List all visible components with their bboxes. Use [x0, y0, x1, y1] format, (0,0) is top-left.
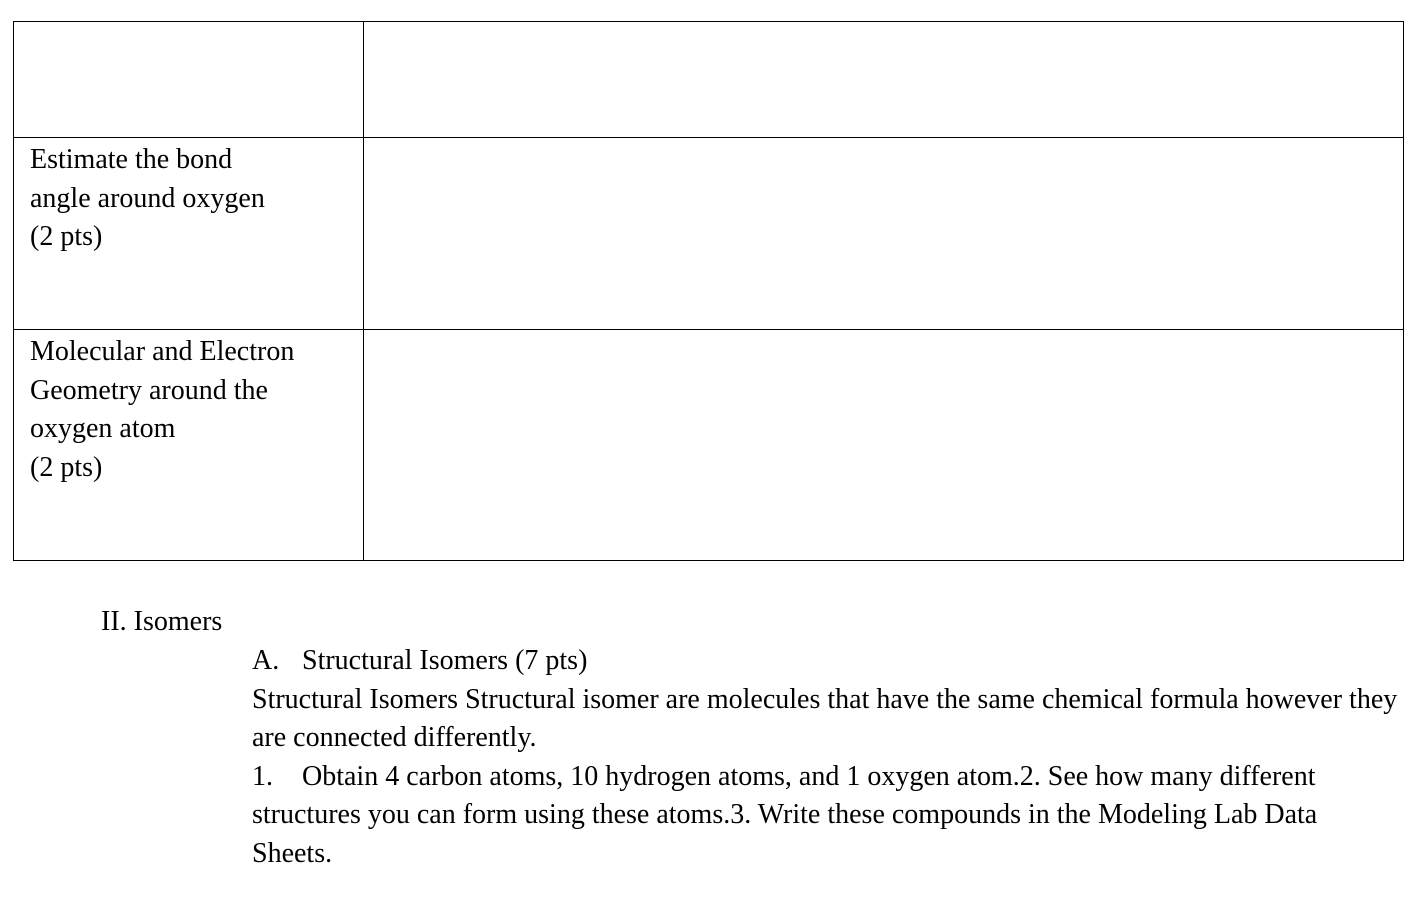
answer-text	[364, 330, 1403, 333]
table-row	[14, 22, 1404, 138]
answer-cell[interactable]	[364, 22, 1404, 138]
table-row	[14, 138, 1404, 330]
instruction-steps	[252, 758, 1402, 874]
question-cell	[14, 22, 364, 138]
answer-cell[interactable]	[364, 330, 1404, 561]
table-row	[14, 330, 1404, 561]
answer-cell[interactable]	[364, 138, 1404, 330]
question-cell	[14, 330, 364, 561]
subsection-description: Structural Isomers Structural isomer are molecules that have the same chemical formula however they are connected differently.	[252, 683, 1398, 753]
question-label: Molecular and Electron Geometry around the oxygen atom (2 pts)	[30, 336, 295, 483]
worksheet-table	[13, 21, 1404, 561]
subsection-structural-isomers	[252, 642, 1402, 873]
steps-text: Obtain 4 carbon atoms, 10 hydrogen atoms, and 1 oxygen atom.2. See how many different structures you can form using these atoms.3. Write these compounds in the Modeling Lab Data Sheets.	[252, 760, 1318, 869]
step-number: 1.	[252, 760, 273, 792]
question-label: Estimate the bond angle around oxygen (2 pts)	[30, 144, 265, 252]
subsection-title: Structural Isomers (7 pts)	[302, 645, 588, 676]
answer-text	[364, 22, 1403, 25]
answer-text	[364, 138, 1403, 141]
question-cell	[14, 138, 364, 330]
subsection-heading	[252, 642, 1402, 681]
section-heading: II. Isomers	[101, 606, 223, 637]
subsection-letter: A.	[252, 645, 280, 676]
question-label	[14, 22, 363, 25]
